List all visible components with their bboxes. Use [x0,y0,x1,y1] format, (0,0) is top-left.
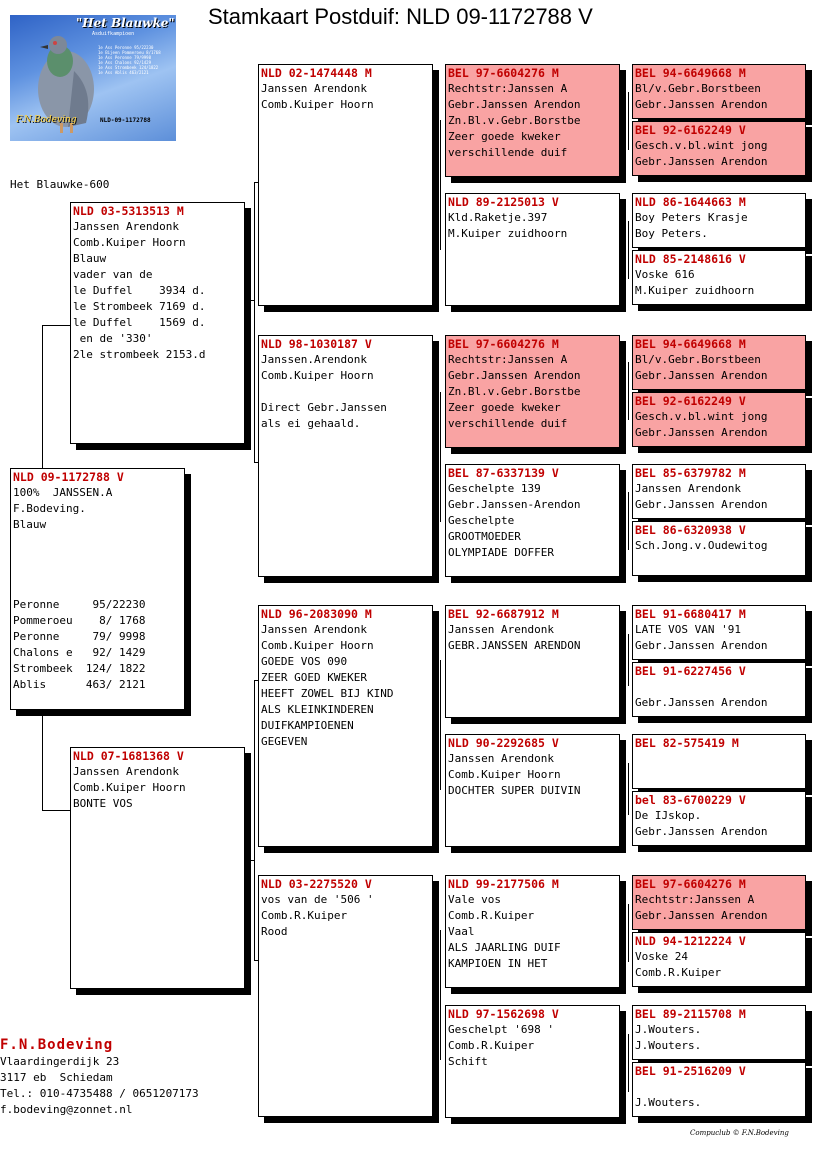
card-line: Sch.Jong.v.Oudewitog [635,539,768,552]
card-line: GROOTMOEDER [448,530,521,543]
connector [628,763,629,815]
connector [42,325,70,326]
page-title: Stamkaart Postduif: NLD 09-1172788 V [208,4,593,29]
father-card[interactable] [70,202,245,444]
card-line: M.Kuiper zuidhoorn [635,284,755,297]
card-line: Comb.R.Kuiper [448,1039,535,1052]
subject-pigeon-card[interactable] [10,468,185,710]
ancestor-card[interactable] [632,662,806,717]
card-line: Boy Peters Krasje [635,211,748,224]
owner-name: F.N.Bodeving [0,1037,114,1053]
photo-ring: NLD-09-1172788 [100,117,151,124]
card-line: Comb.Kuiper Hoorn [261,639,374,652]
ancestor-card[interactable] [632,464,806,519]
result-line: Peronne 95/22230 [13,598,146,611]
ancestor-card[interactable] [632,121,806,176]
connector [42,325,43,468]
ancestor-card[interactable] [632,64,806,119]
card-line: Gebr.Janssen Arendon [635,98,768,111]
ring-number: BEL 97-6604276 M [448,66,559,80]
grandparent-card[interactable] [258,875,433,1117]
owner-email[interactable]: f.bodeving@zonnet.nl [0,1103,133,1116]
card-line: LATE VOS VAN '91 [635,623,741,636]
connector [248,860,254,861]
card-line: 2le strombeek 2153.d [73,348,206,361]
card-line: en de '330' [73,332,153,345]
grandparent-card[interactable] [258,335,433,577]
card-line: GOEDE VOS 090 [261,655,348,668]
card-line: Rood [261,925,288,938]
card-line: Voske 616 [635,268,695,281]
ancestor-card[interactable] [632,875,806,930]
ring-number: NLD 94-1212224 V [635,934,746,948]
card-line: Zeer goede kweker [448,130,561,143]
ring-number: BEL 89-2115708 M [635,1007,746,1021]
card-line: Rechtstr:Janssen A [448,353,568,366]
card-line: Comb.Kuiper Hoorn [73,236,186,249]
card-line: ALS JAARLING DUIF [448,941,561,954]
card-line: Vaal [448,925,475,938]
card-line: Janssen Arendonk [448,623,554,636]
ring-number: BEL 94-6649668 M [635,337,746,351]
card-line: Boy Peters. [635,227,708,240]
card-line: Blauw [13,518,47,531]
connector [628,492,629,550]
connector [42,810,70,811]
card-line: ZEER GOED KWEKER [261,671,367,684]
ancestor-card[interactable] [632,734,806,789]
connector [440,660,441,790]
card-line: verschillende duif [448,417,568,430]
card-line: J.Wouters. [635,1096,702,1109]
card-line: Comb.R.Kuiper [261,909,348,922]
ring-number: BEL 97-6604276 M [635,877,746,891]
connector [628,92,629,150]
ring-number: NLD 85-2148616 V [635,252,746,266]
connector [440,392,441,522]
card-line: GEGEVEN [261,735,308,748]
card-line [635,679,803,695]
ancestor-card[interactable] [632,1062,806,1117]
card-line: F.Bodeving. [13,502,86,515]
great-grandparent-card[interactable] [445,734,620,847]
card-line: Janssen Arendonk [635,482,741,495]
ring-number: BEL 97-6604276 M [448,337,559,351]
card-line: Bl/v.Gebr.Borstbeen [635,353,761,366]
ring-number: NLD 02-1474448 M [261,66,372,80]
ring-number: BEL 87-6337139 V [448,466,559,480]
connector [628,221,629,279]
connector [440,120,441,250]
ancestor-card[interactable] [632,1005,806,1060]
ring-number: BEL 92-6162249 V [635,394,746,408]
card-line: le Duffel 1569 d. [73,316,206,329]
grandparent-card[interactable] [258,605,433,847]
owner-phone: Tel.: 010-4735488 / 0651207173 [0,1087,199,1100]
ring-number: NLD 98-1030187 V [261,337,372,351]
card-line: Gesch.v.bl.wint jong [635,139,768,152]
ancestor-card[interactable] [632,250,806,305]
result-line: Ablis 463/ 2121 [13,678,146,691]
card-line: Bl/v.Gebr.Borstbeen [635,82,761,95]
great-grandparent-card[interactable] [445,605,620,718]
ancestor-card[interactable] [632,193,806,248]
connector [254,680,255,960]
ring-number: NLD 03-5313513 M [73,204,184,218]
ring-number: BEL 91-6680417 M [635,607,746,621]
card-line: M.Kuiper zuidhoorn [448,227,568,240]
credit-label: Compuclub © F.N.Bodeving [690,1129,789,1137]
card-line: Comb.Kuiper Hoorn [448,768,561,781]
photo-subtitle: Asduifkampioen [92,31,135,37]
ancestor-card[interactable] [632,521,806,576]
card-line: Vale vos [448,893,501,906]
great-grandparent-card[interactable] [445,64,620,177]
ring-number: NLD 89-2125013 V [448,195,559,209]
ring-number: NLD 99-2177506 M [448,877,559,891]
card-line: le Strombeek 7169 d. [73,300,206,313]
card-line: Gebr.Janssen Arendon [635,825,768,838]
card-line: Comb.Kuiper Hoorn [73,781,186,794]
card-line: BONTE VOS [73,797,133,810]
ring-number: NLD 09-1172788 V [13,470,124,484]
photo-title: "Het Blauwke" [76,16,175,30]
card-line: Voske 24 [635,950,688,963]
photo-signature: F.N.Bodeving [16,115,77,125]
ring-number: BEL 92-6687912 M [448,607,559,621]
photo-results: 1e Ass Peronne 95/22230 1e Bijeen Pommeroeu 8/1768 1e Ass Peronne 79/9998 1e Ass Chalons 92/1429 1e Ass Strombeek 124/1822 1e Ass Ablis 463/2121 [98,45,161,75]
great-grandparent-card[interactable] [445,193,620,306]
ring-number: NLD 07-1681368 V [73,749,184,763]
ring-number: BEL 86-6320938 V [635,523,746,537]
card-line: Gebr.Janssen-Arendon [448,498,581,511]
result-line: Chalons e 92/ 1429 [13,646,146,659]
card-line: Comb.Kuiper Hoorn [261,369,374,382]
card-line: Gebr.Janssen Arendon [635,639,768,652]
card-line: Comb.R.Kuiper [448,909,535,922]
ring-number: NLD 03-2275520 V [261,877,372,891]
ring-number: BEL 91-2516209 V [635,1064,746,1078]
card-line: Gebr.Janssen Arendon [635,498,768,511]
card-line: Janssen Arendonk [73,765,179,778]
card-line: Gebr.Janssen Arendon [635,909,768,922]
ancestor-card[interactable] [632,791,806,846]
connector [440,930,441,1060]
ring-number: BEL 82-575419 M [635,736,739,750]
great-grandparent-card[interactable] [445,1005,620,1118]
great-grandparent-card[interactable] [445,335,620,448]
connector [42,710,43,810]
card-line: J.Wouters. [635,1039,702,1052]
card-line: Gebr.Janssen Arendon [635,369,768,382]
card-line: Comb.R.Kuiper [635,966,722,979]
card-line: Janssen Arendonk [261,623,367,636]
card-line: Blauw [73,252,107,265]
card-line: Schift [448,1055,488,1068]
card-line: als ei gehaald. [261,417,361,430]
card-line: vos van de '506 ' [261,893,374,906]
ring-number: BEL 92-6162249 V [635,123,746,137]
card-line: GEBR.JANSSEN ARENDON [448,639,581,652]
card-line: Janssen.Arendonk [261,353,367,366]
card-line: De IJskop. [635,809,702,822]
ancestor-card[interactable] [632,335,806,390]
ring-number: NLD 86-1644663 M [635,195,746,209]
card-line: Gebr.Janssen Arendon [635,155,768,168]
connector [254,182,255,462]
card-line: Comb.Kuiper Hoorn [261,98,374,111]
card-line: ALS KLEINKINDEREN [261,703,374,716]
ring-number: BEL 85-6379782 M [635,466,746,480]
grandparent-card[interactable] [258,64,433,306]
result-line: Peronne 79/ 9998 [13,630,146,643]
card-line [635,1079,803,1095]
card-line: Direct Gebr.Janssen [261,401,387,414]
card-line: Zn.Bl.v.Gebr.Borstbe [448,114,581,127]
connector [628,634,629,686]
card-line: Rechtstr:Janssen A [635,893,755,906]
card-line: Gebr.Janssen Arendon [448,98,581,111]
card-line: Geschelpte 139 [448,482,541,495]
ancestor-card[interactable] [632,932,806,987]
card-line: OLYMPIADE DOFFER [448,546,554,559]
great-grandparent-card[interactable] [445,875,620,988]
connector [628,904,629,962]
connector [628,1034,629,1092]
pigeon-name: Het Blauwke-600 [10,178,110,191]
card-line: Geschelpte [448,514,515,527]
ring-number: NLD 96-2083090 M [261,607,372,621]
card-line: DOCHTER SUPER DUIVIN [448,784,581,797]
card-line: Janssen Arendonk [261,82,367,95]
ring-number: bel 83-6700229 V [635,793,746,807]
card-line: DUIFKAMPIOENEN [261,719,354,732]
card-line: Kld.Raketje.397 [448,211,548,224]
card-line: Geschelpt '698 ' [448,1023,554,1036]
card-line: Gebr.Janssen Arendon [448,369,581,382]
card-line: Janssen Arendonk [73,220,179,233]
great-grandparent-card[interactable] [445,464,620,577]
card-line: Gesch.v.bl.wint jong [635,410,768,423]
card-line: HEEFT ZOWEL BIJ KIND [261,687,394,700]
card-line: KAMPIOEN IN HET [448,957,548,970]
card-line: verschillende duif [448,146,568,159]
card-line: Zeer goede kweker [448,401,561,414]
card-line: J.Wouters. [635,1023,702,1036]
card-line: Gebr.Janssen Arendon [635,696,768,709]
card-line: Zn.Bl.v.Gebr.Borstbe [448,385,581,398]
card-line: 100% JANSSEN.A [13,486,113,499]
owner-block [0,1036,199,1118]
owner-address: Vlaardingerdijk 23 [0,1055,120,1068]
result-line: Pommeroeu 8/ 1768 [13,614,146,627]
ring-number: NLD 97-1562698 V [448,1007,559,1021]
ancestor-card[interactable] [632,392,806,447]
pigeon-photo [10,15,176,141]
card-line: le Duffel 3934 d. [73,284,206,297]
connector [628,362,629,420]
card-line: Janssen Arendonk [448,752,554,765]
ring-number: NLD 90-2292685 V [448,736,559,750]
card-line: Rechtstr:Janssen A [448,82,568,95]
ancestor-card[interactable] [632,605,806,660]
card-line: Gebr.Janssen Arendon [635,426,768,439]
owner-city: 3117 eb Schiedam [0,1071,113,1084]
connector [248,300,254,301]
card-line: vader van de [73,268,153,281]
ring-number: BEL 94-6649668 M [635,66,746,80]
result-line: Strombeek 124/ 1822 [13,662,146,675]
mother-card[interactable] [70,747,245,989]
ring-number: BEL 91-6227456 V [635,664,746,678]
